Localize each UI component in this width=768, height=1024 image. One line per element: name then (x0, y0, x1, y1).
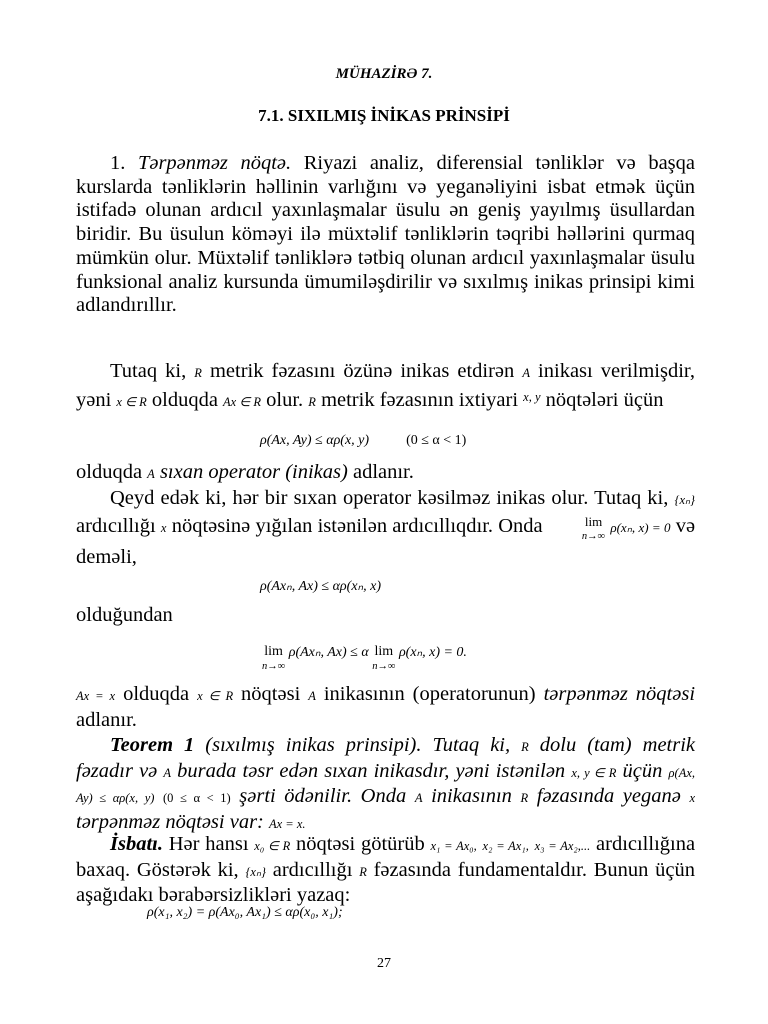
paragraph-fixed-point-def (76, 683, 695, 732)
paragraph-continuity (76, 485, 695, 570)
math-symbol: ρ(Ax, Ay) ≤ αρ(x, y) (76, 765, 696, 806)
text-segment: fəzasında fundamentaldır. Bunun üçün aşağıdakı bərabərsizlikləri yazaq: (76, 858, 696, 907)
proof-block (76, 833, 695, 908)
math-symbol: x₃ = Ax₂,... (534, 839, 591, 853)
text-segment: ardıcıllığı (272, 858, 353, 881)
limit-subscript: n→∞ (372, 661, 396, 672)
math-symbol: R (520, 791, 529, 806)
theorem-block (76, 734, 695, 837)
text-segment: olur. (266, 388, 304, 411)
formula-contraction (260, 433, 466, 449)
text-segment: üçün (622, 759, 663, 782)
text-segment: ardıcıllığına baxaq. Göstərək ki, (76, 833, 696, 881)
paragraph-intro (76, 152, 695, 318)
text-segment: burada təsr edən sıxan inikasdır, yəni istənilən (177, 759, 566, 782)
math-symbol: x₂ = Ax₁, (482, 839, 529, 853)
limit-subscript: n→∞ (262, 661, 286, 672)
theorem-label: Teorem 1 (110, 734, 195, 756)
page-number: 27 (377, 956, 391, 971)
text-segment: (sıxılmış inikas prinsipi). Tutaq ki, (205, 734, 511, 756)
formula-main: ρ(Axₙ, Ax) ≤ αρ(xₙ, x) (260, 579, 381, 594)
text-segment: olduqda (76, 461, 143, 483)
proof-label: İsbatı. (110, 833, 163, 855)
text-segment: dolu (tam) metrik fəzadır və (76, 734, 696, 782)
math-symbol: A (308, 689, 316, 703)
math-symbol: x ∈ R (197, 689, 234, 703)
term-fixed-point: tərpənməz nöqtəsi (543, 683, 696, 705)
text-segment: metrik fəzasının ixtiyari (321, 388, 519, 411)
text-segment: və deməli, (76, 515, 696, 568)
math-symbol: x ∈ R (116, 394, 147, 409)
limit-expression (372, 644, 395, 674)
math-symbol: R (359, 864, 367, 879)
limit-expression (548, 513, 605, 544)
text-segment: ardıcıllığı (76, 515, 156, 537)
text-segment: inikasının (431, 785, 512, 808)
text-segment: adlanır. (352, 461, 414, 483)
math-symbol: (0 ≤ α < 1) (163, 791, 231, 806)
formula-part: ρ(xₙ, x) = 0. (398, 645, 467, 660)
limit-operator: lim (264, 644, 283, 659)
section-title: 7.1. SIXILMIŞ İNİKAS PRİNSİPİ (258, 106, 510, 125)
formula-limit (262, 644, 467, 674)
text-segment: inikasının (operatorunun) (323, 683, 536, 705)
math-symbol: A (147, 467, 155, 481)
text-segment: olduqda (151, 388, 218, 411)
paragraph-number: 1. (110, 152, 126, 174)
text-segment: Qeyd edək ki, hər bir sıxan operator kəsilməz inikas olur. Tutaq ki, (110, 487, 669, 509)
math-symbol: x (160, 521, 167, 535)
math-symbol: R (194, 366, 202, 380)
paragraph-definition (76, 360, 695, 414)
text-segment: olduqda (123, 683, 190, 705)
text-segment: Tutaq ki, (110, 360, 187, 382)
math-symbol: x, y ∈ R (571, 765, 617, 780)
paragraph-whence (76, 604, 695, 628)
limit-operator: lim (374, 644, 394, 659)
formula-image-distance (260, 578, 381, 595)
math-symbol: A (414, 791, 423, 806)
text-segment: nöqtəsinə yığılan istənilən ardıcıllıqdır. Onda (171, 515, 543, 537)
text-segment: şərti ödənilir. Onda (239, 785, 407, 808)
math-symbol: Ax = x. (269, 817, 306, 832)
math-symbol: x₁ = Ax₀, (430, 839, 477, 853)
math-symbol: R (521, 740, 529, 754)
limit-subscript: n→∞ (581, 531, 606, 542)
math-symbol: {xₙ} (674, 493, 695, 507)
formula-main: ρ(Ax, Ay) ≤ αρ(x, y) (260, 433, 370, 448)
text-segment: nöqtəsi götürüb (295, 833, 425, 855)
math-symbol: A (522, 366, 530, 380)
formula-main: ρ(x₁, x₂) = ρ(Ax₀, Ax₁) ≤ αρ(x₀, x₁); (147, 905, 343, 920)
math-symbol: x, y (523, 389, 541, 404)
text-segment: nöqtəsi (241, 683, 301, 705)
text-segment: metrik fəzasını özünə inikas etdirən (209, 360, 515, 382)
text-segment: fəzasında yeganə (536, 785, 681, 808)
text-segment: nöqtələri üçün (545, 388, 664, 411)
text-segment: tərpənməz nöqtəsi var: (76, 811, 264, 834)
math-symbol: Ax = x (76, 689, 116, 703)
limit-operator: lim (584, 514, 603, 529)
term-contraction-operator: sıxan operator (inikas) (159, 461, 348, 483)
math-symbol: {xₙ} (245, 864, 266, 879)
term-fixed-point: Tərpənməz nöqtə. (137, 152, 292, 174)
text-segment: olduğundan (76, 604, 173, 626)
paragraph-text: Riyazi analiz, diferensial tənliklər və başqa kurslarda tənliklərin həllinin varlığını və yeganəliyini isbat etmək üçün istifadə olunan ardıcıl yaxınlaşmalar üsulu ən geniş yayılmış üsullardan biridir. Bu üsulun köməyi ilə müxtəlif tənliklərin təqribi həllərini qurmaq mümkün olur. Müxtəlif tənliklərə tətbiq olunan ardıcıl yaxınlaşmalar üsulu funksional analiz kursunda ümumiləşdirilir və sıxılmış inikas prinsipi kimi adlandırıllır. (76, 152, 696, 317)
text-segment: adlanır. (76, 708, 137, 731)
math-symbol: A (163, 765, 172, 780)
limit-body: ρ(xₙ, x) = 0 (610, 520, 671, 535)
formula-condition: (0 ≤ α < 1) (406, 433, 467, 448)
math-symbol: R (308, 394, 316, 409)
math-symbol: x (689, 791, 695, 806)
paragraph-contraction-name (76, 461, 695, 487)
limit-expression (262, 644, 285, 674)
text-segment: Hər hansı (168, 833, 249, 855)
formula-first-step (147, 905, 343, 921)
formula-part: ρ(Axₙ, Ax) ≤ α (288, 645, 369, 660)
chapter-heading: MÜHAZİRƏ 7. (335, 66, 433, 82)
math-symbol: x₀ ∈ R (254, 839, 291, 853)
math-symbol: Ax ∈ R (223, 394, 262, 409)
text-segment: inikası verilmişdir, yəni (76, 360, 696, 411)
